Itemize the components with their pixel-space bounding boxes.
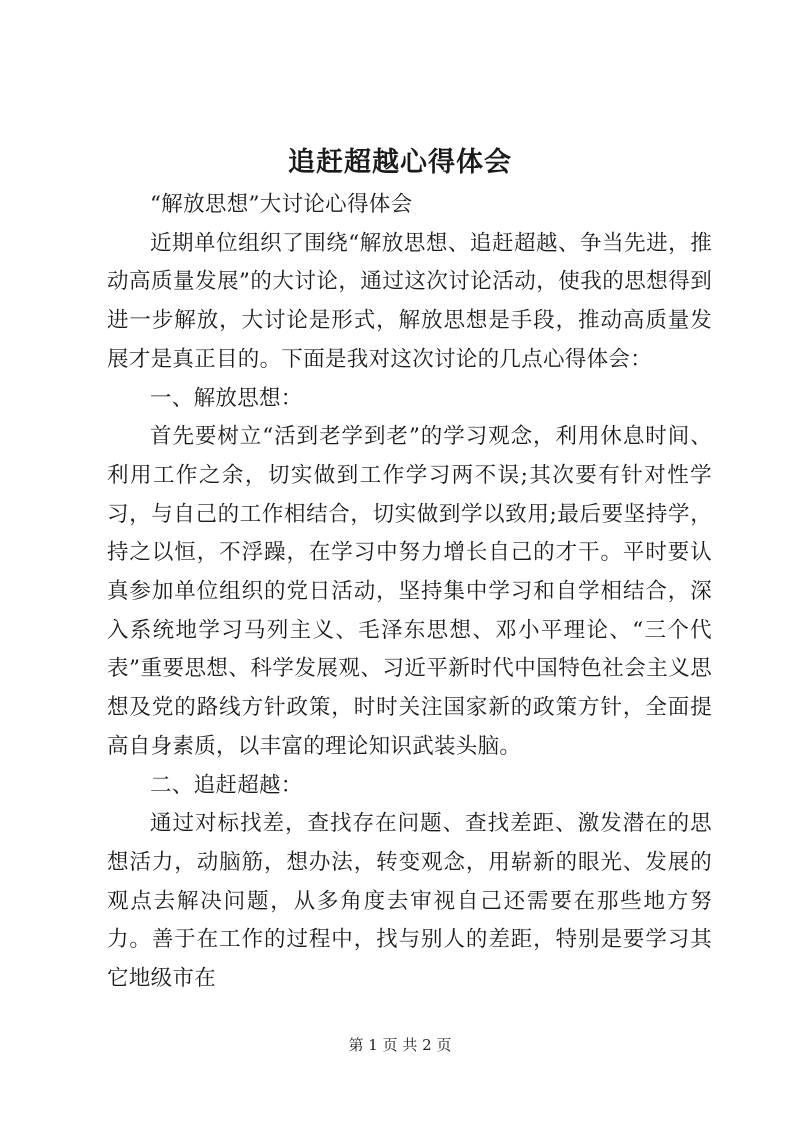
document-body: [107, 186, 712, 999]
intro-paragraph: 近期单位组织了围绕“解放思想、追赶超越、争当先进，推动高质量发展”的大讨论，通过这次讨论活动，使我的思想得到进一步解放，大讨论是形式，解放思想是手段，推动高质量发展才是真正目的。下面是我对这次讨论的几点心得体会：: [107, 230, 712, 372]
document-title: 追赶超越心得体会: [288, 147, 512, 178]
section-paragraph-1: 首先要树立“活到老学到老”的学习观念，利用休息时间、利用工作之余，切实做到工作学习两不误;其次要有针对性学习，与自己的工作相结合，切实做到学以致用;最后要坚持学，持之以恒，不浮躁，在学习中努力增长自己的才干。平时要认真参加单位组织的党日活动，坚持集中学习和自学相结合，深入系统地学习马列主义、毛泽东思想、邓小平理论、“三个代表”重要思想、科学发展观、习近平新时代中国特色社会主义思想及党的路线方针政策，时时关注国家新的政策方针，全面提高自身素质，以丰富的理论知识武装头脑。: [107, 424, 712, 759]
page-footer: 第 1 页 共 2 页: [348, 1036, 452, 1054]
section-paragraph-2: 通过对标找差，查找存在问题、查找差距、激发潜在的思想活力，动脑筋，想办法，转变观念，用崭新的眼光、发展的观点去解决问题，从多角度去审视自己还需要在那些地方努力。善于在工作的过程中，找与别人的差距，特别是要学习其它地级市在: [107, 811, 712, 992]
section-heading-1: 一、解放思想：: [150, 385, 303, 411]
section-heading-2: 二、追赶超越：: [150, 772, 303, 798]
subtitle-paragraph: “解放思想”大讨论心得体会: [150, 192, 413, 217]
